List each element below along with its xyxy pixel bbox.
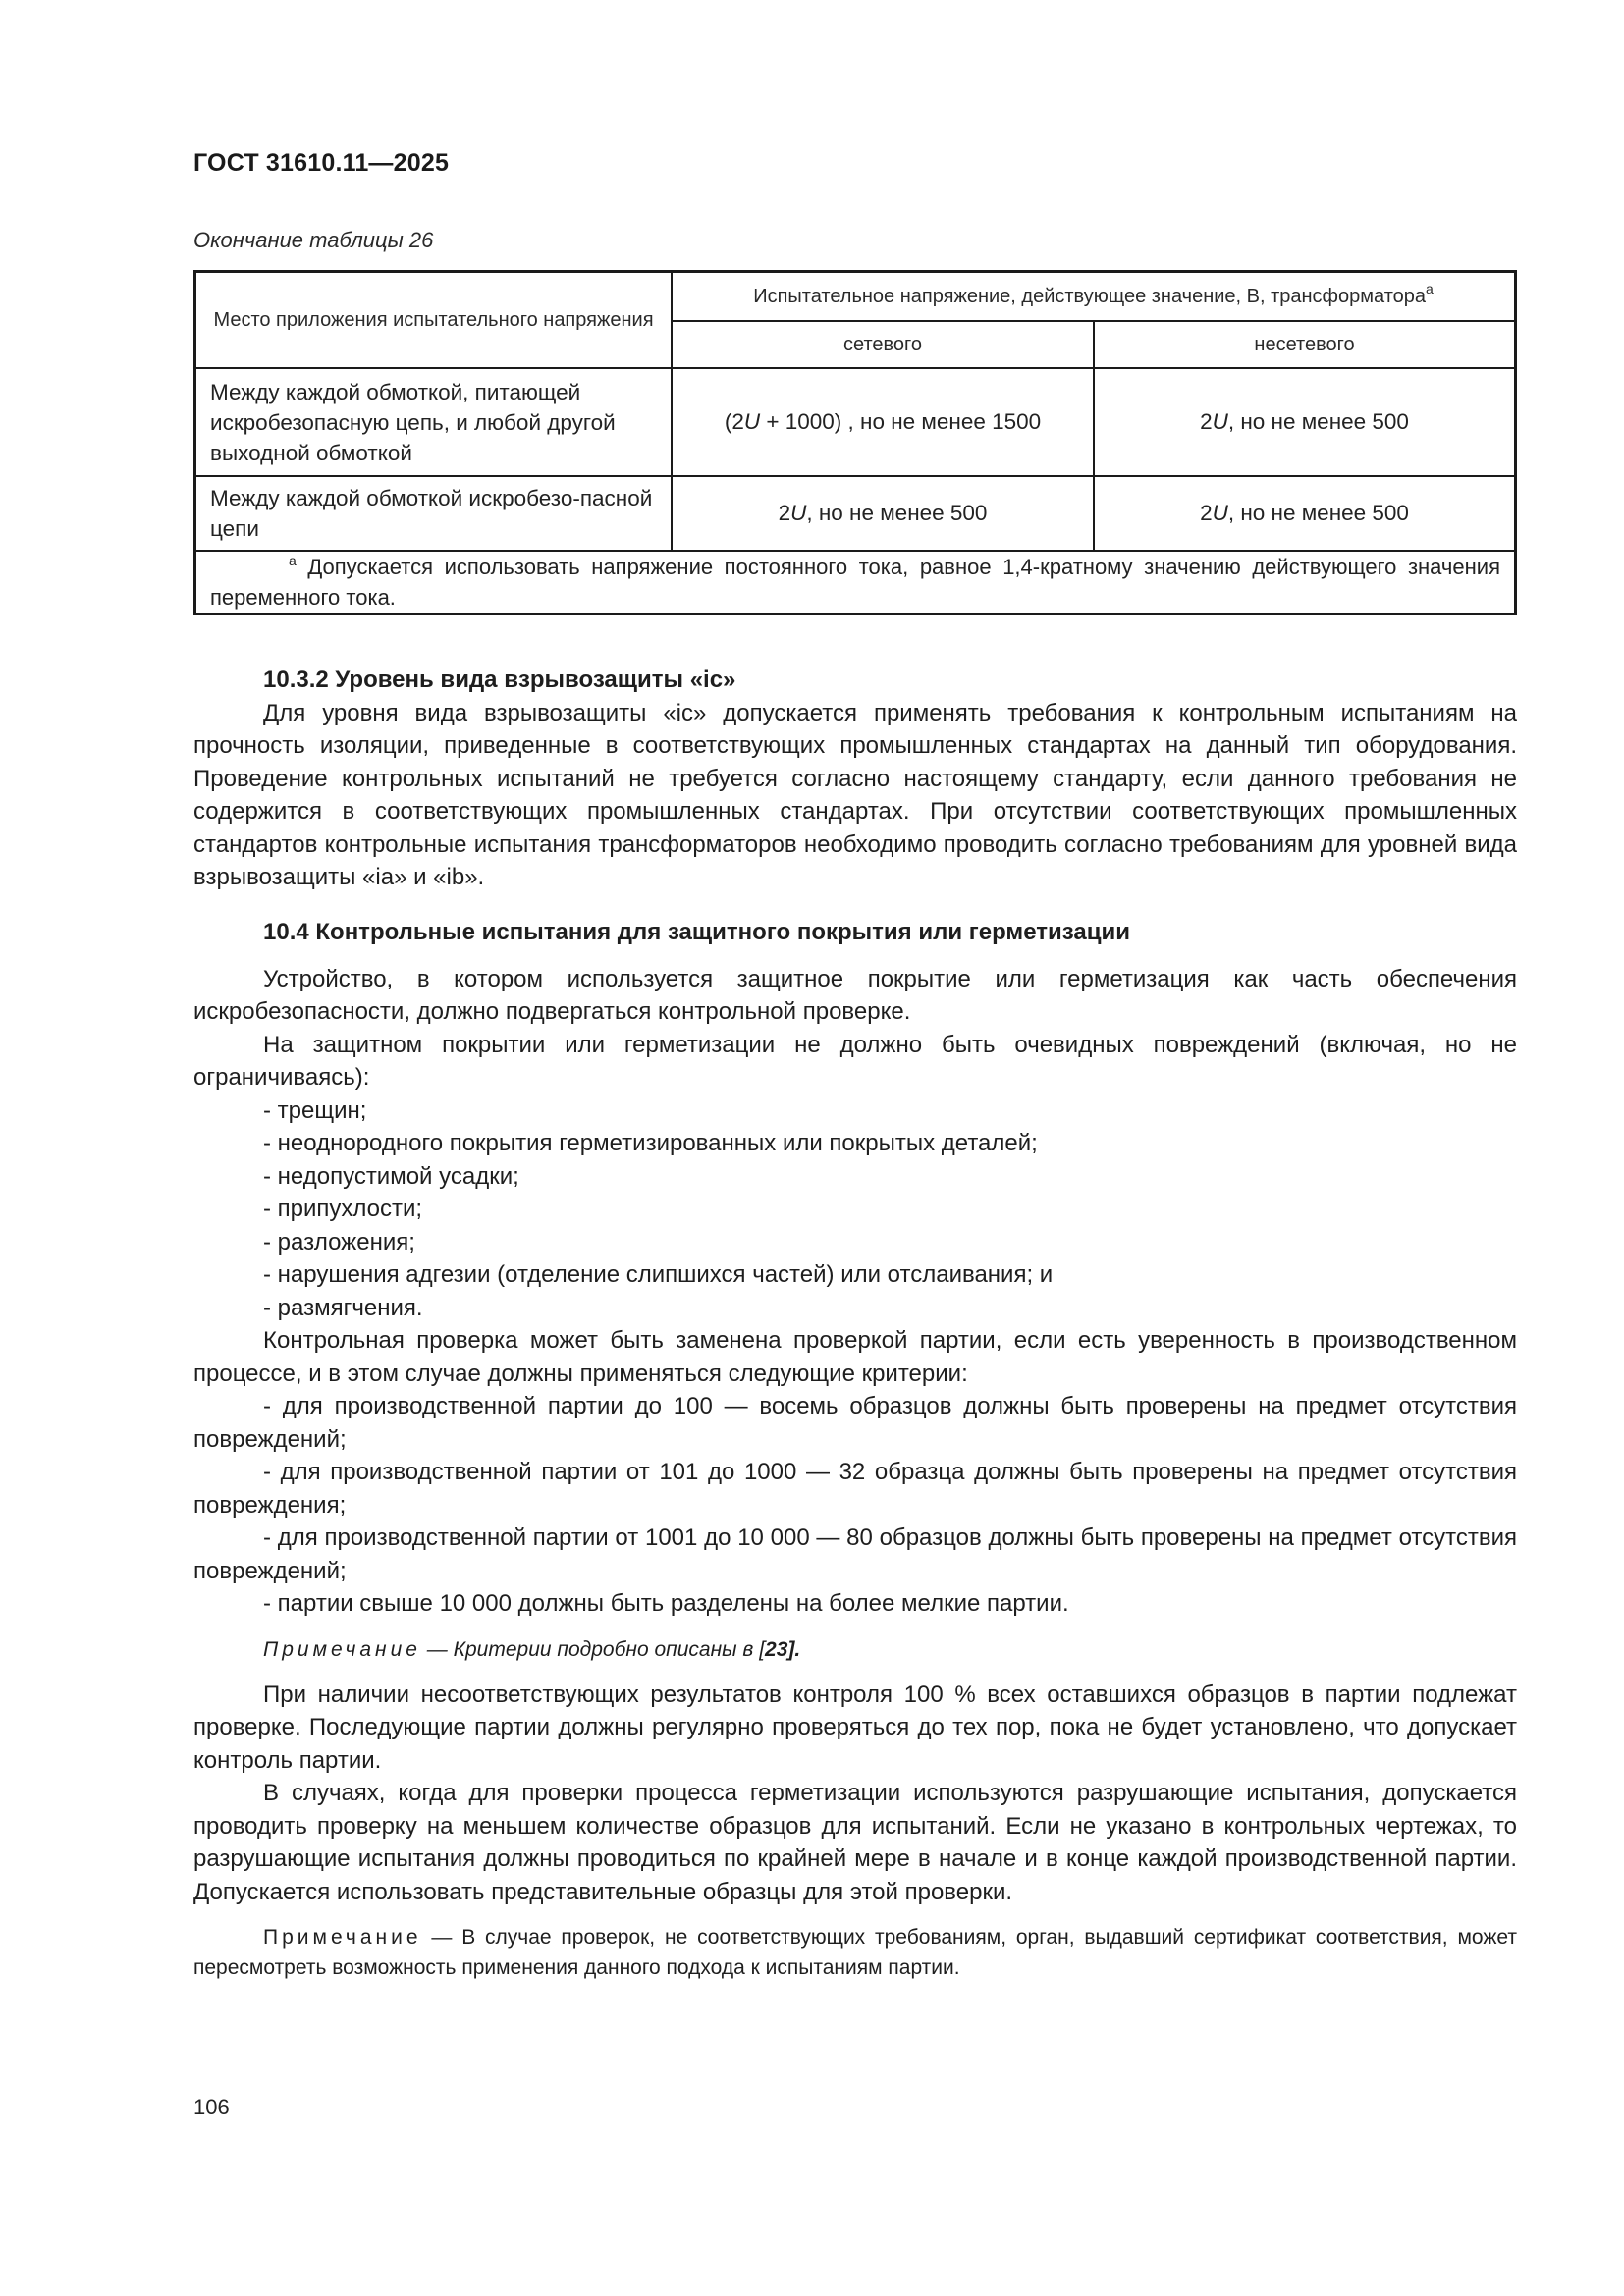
paragraph: Устройство, в котором используется защитное покрытие или герметизация как часть обеспечения искробезопасности, должно подвергаться контрольной проверке. bbox=[193, 965, 1517, 1025]
column-header-voltage-group: Испытательное напряжение, действующее значение, В, трансформатора$^a$ bbox=[672, 272, 1516, 322]
test-voltage-table bbox=[193, 270, 1517, 615]
list-item: - недопустимой усадки; bbox=[263, 1162, 519, 1190]
cell-place: Между каждой обмоткой, питающей искробезопасную цепь, и любой другой выходной обмоткой bbox=[195, 368, 673, 476]
section-heading: 10.4 Контрольные испытания для защитного покрытия или герметизации bbox=[263, 919, 1130, 945]
note: Примечание — В случае проверок, не соответствующих требованиям, орган, выдавший сертификат соответствия, может пересмотреть возможность применения данного подхода к испытаниям партии. bbox=[193, 1926, 1517, 1979]
paragraph: В случаях, когда для проверки процесса герметизации используются разрушающие испытания, допускается проводить проверку на меньшем количестве образцов для испытаний. Если не указано в контрольных чертежах, то разрушающие испытания должны проводиться по крайней мере в начале и в конце каждой производственной партии. Допускается использовать представительные образцы для этой проверки. bbox=[193, 1780, 1517, 1905]
list-item: - разложения; bbox=[263, 1228, 415, 1255]
cell-mains: 2U, но не менее 500 bbox=[672, 476, 1094, 551]
section-10-4 bbox=[193, 916, 1517, 1983]
document-header: ГОСТ 31610.11—2025 bbox=[193, 149, 450, 177]
list-item: - размягчения. bbox=[263, 1294, 423, 1321]
list-item: - для производственной партии от 101 до 1000 — 32 образца должны быть проверены на предмет отсутствия повреждения; bbox=[193, 1459, 1517, 1519]
list-item: - неоднородного покрытия герметизированных или покрытых деталей; bbox=[263, 1130, 1038, 1156]
cell-mains: (2U + 1000) , но не менее 1500 bbox=[672, 368, 1094, 476]
list-item: - нарушения адгезии (отделение слипшихся частей) или отслаивания; и bbox=[263, 1261, 1054, 1288]
list-item: - партии свыше 10 000 должны быть разделены на более мелкие партии. bbox=[263, 1590, 1069, 1617]
paragraph: При наличии несоответствующих результатов контроля 100 % всех оставшихся образцов в партии подлежат проверке. Последующие партии должны регулярно проверяться до тех пор, пока не будет установлено, что допускает контроль партии. bbox=[193, 1681, 1517, 1774]
reference-link[interactable]: 23 bbox=[765, 1637, 788, 1661]
list-item: - трещин; bbox=[263, 1096, 367, 1124]
cell-non-mains: 2U, но не менее 500 bbox=[1094, 476, 1516, 551]
paragraph: На защитном покрытии или герметизации не должно быть очевидных повреждений (включая, но не ограничиваясь): bbox=[193, 1031, 1517, 1091]
page-number: 106 bbox=[193, 2095, 230, 2119]
table-footnote: $^a$ Допускается использовать напряжение постоянного тока, равное 1,4-кратному значению действующего значения переменного тока. bbox=[195, 551, 1516, 614]
column-header-mains: сетевого bbox=[672, 321, 1094, 368]
table-header-row bbox=[195, 272, 1516, 322]
table-row bbox=[195, 368, 1516, 476]
note-label: Примечание bbox=[263, 1637, 421, 1661]
table-row bbox=[195, 476, 1516, 551]
column-header-non-mains: несетевого bbox=[1094, 321, 1516, 368]
table-caption: Окончание таблицы 26 bbox=[193, 228, 434, 252]
section-heading: 10.3.2 Уровень вида взрывозащиты «ic» bbox=[263, 667, 736, 693]
list-item: - припухлости; bbox=[263, 1196, 423, 1222]
paragraph: Для уровня вида взрывозащиты «ic» допускается применять требования к контрольным испытаниям на прочность изоляции, приведенные в соответствующих промышленных стандартах на данный тип оборудования. Проведение контрольных испытаний не требуется согласно настоящему стандарту, если данного требования не содержится в соответствующих промышленных стандартах. При отсутствии соответствующих промышленных стандартов контрольные испытания трансформаторов необходимо проводить согласно требованиям для уровней вида взрывозащиты «ia» и «ib». bbox=[193, 699, 1517, 890]
paragraph: Контрольная проверка может быть заменена проверкой партии, если есть уверенность в производственном процессе, и в этом случае должны применяться следующие критерии: bbox=[193, 1327, 1517, 1387]
cell-non-mains: 2U, но не менее 500 bbox=[1094, 368, 1516, 476]
cell-place: Между каждой обмоткой искробезо-пасной цепи bbox=[195, 476, 673, 551]
list-item: - для производственной партии до 100 — восемь образцов должны быть проверены на предмет отсутствия повреждений; bbox=[193, 1393, 1517, 1453]
column-header-place: Место приложения испытательного напряжения bbox=[195, 272, 673, 369]
table-footnote-row bbox=[195, 551, 1516, 614]
note: Примечание — Критерии подробно описаны в [23]. bbox=[263, 1637, 801, 1661]
section-10-3-2 bbox=[193, 664, 1517, 894]
note-label: Примечание bbox=[263, 1926, 422, 1949]
list-item: - для производственной партии от 1001 до 10 000 — 80 образцов должны быть проверены на предмет отсутствия повреждений; bbox=[193, 1524, 1517, 1584]
footnote-mark: a bbox=[1426, 280, 1434, 296]
